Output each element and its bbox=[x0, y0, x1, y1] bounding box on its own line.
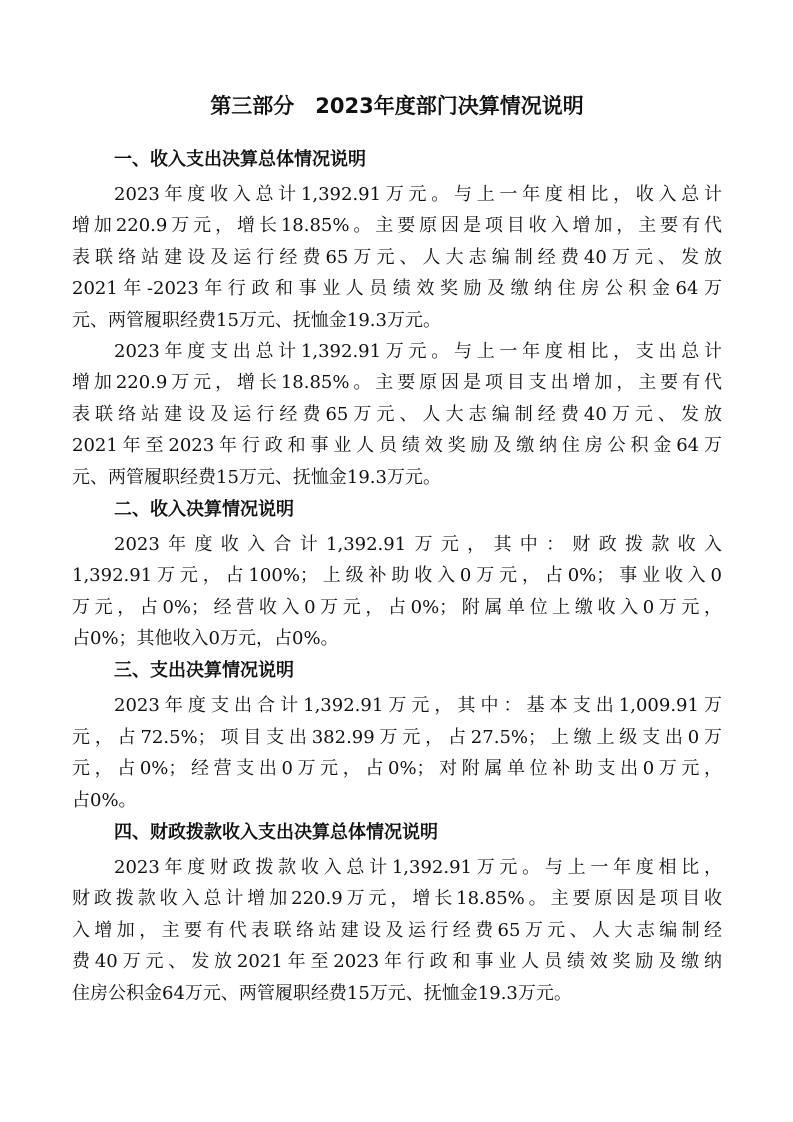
paragraph-line: 1,392.91万元，占100%；上级补助收入0万元，占0%；事业收入0 bbox=[72, 565, 722, 587]
paragraph-line: 2023年度收入合计1,392.91万元，其中：财政拨款收入 bbox=[114, 533, 722, 555]
paragraph-line: 入增加，主要有代表联络站建设及运行经费65万元、人大志编制经 bbox=[72, 919, 722, 941]
paragraph-line: 占0%；其他收入0万元，占0%。 bbox=[72, 628, 339, 650]
section-heading: 一、收入支出决算总体情况说明 bbox=[114, 149, 366, 170]
paragraph-line: 表联络站建设及运行经费65万元、人大志编制经费40万元、发放 bbox=[72, 403, 722, 425]
section-heading: 三、支出决算情况说明 bbox=[114, 660, 294, 682]
paragraph-line: 财政拨款收入总计增加220.9万元，增长18.85%。主要原因是项目收 bbox=[72, 888, 722, 910]
paragraph-line: 2023年度支出总计1,392.91万元。与上一年度相比，支出总计 bbox=[114, 340, 722, 362]
paragraph bbox=[72, 179, 722, 336]
paragraph-line: 表联络站建设及运行经费65万元、人大志编制经费40万元、发放 bbox=[72, 246, 722, 268]
paragraph-line: 住房公积金64万元、两管履职经费15万元、抚恤金19.3万元。 bbox=[72, 982, 572, 1004]
paragraph-line: 2023年度财政拨款收入总计1,392.91万元。与上一年度相比， bbox=[114, 857, 722, 879]
paragraph-line: 元，占0%；经营支出0万元，占0%；对附属单位补助支出0万元， bbox=[72, 758, 722, 780]
paragraph-line: 元、两管履职经费15万元、抚恤金19.3万元。 bbox=[72, 466, 441, 488]
paragraph-line: 万元，占0%；经营收入0万元，占0%；附属单位上缴收入0万元， bbox=[72, 596, 722, 618]
section-heading: 四、财政拨款收入支出决算总体情况说明 bbox=[114, 822, 438, 844]
paragraph-line: 2023年度收入总计1,392.91万元。与上一年度相比，收入总计 bbox=[114, 184, 722, 205]
section-heading: 二、收入决算情况说明 bbox=[114, 498, 294, 520]
paragraph-line: 增加220.9万元，增长18.85%。主要原因是项目支出增加，主要有代 bbox=[72, 372, 722, 394]
paragraph-line: 元，占72.5%；项目支出382.99万元，占27.5%；上缴上级支出0万 bbox=[72, 726, 722, 748]
paragraph-line: 占0%。 bbox=[72, 789, 137, 811]
paragraph-line: 元、两管履职经费15万元、抚恤金19.3万元。 bbox=[72, 309, 441, 331]
paragraph bbox=[72, 336, 722, 493]
paragraph bbox=[72, 529, 722, 655]
paragraph-line: 增加220.9万元，增长18.85%。主要原因是项目收入增加，主要有代 bbox=[72, 215, 722, 237]
page-title: 第三部分 2023年度部门决算情况说明 bbox=[210, 94, 584, 118]
paragraph-line: 2023年度支出合计1,392.91万元，其中：基本支出1,009.91万 bbox=[114, 695, 722, 717]
paragraph-line: 2021年至2023年行政和事业人员绩效奖励及缴纳住房公积金64万 bbox=[72, 435, 722, 457]
document-page bbox=[72, 92, 722, 1009]
paragraph bbox=[72, 690, 722, 816]
paragraph-line: 费40万元、发放2021年至2023年行政和事业人员绩效奖励及缴纳 bbox=[72, 951, 722, 973]
document-body bbox=[72, 146, 722, 1009]
paragraph-line: 2021年-2023年行政和事业人员绩效奖励及缴纳住房公积金64万 bbox=[72, 278, 722, 300]
paragraph bbox=[72, 852, 722, 1009]
